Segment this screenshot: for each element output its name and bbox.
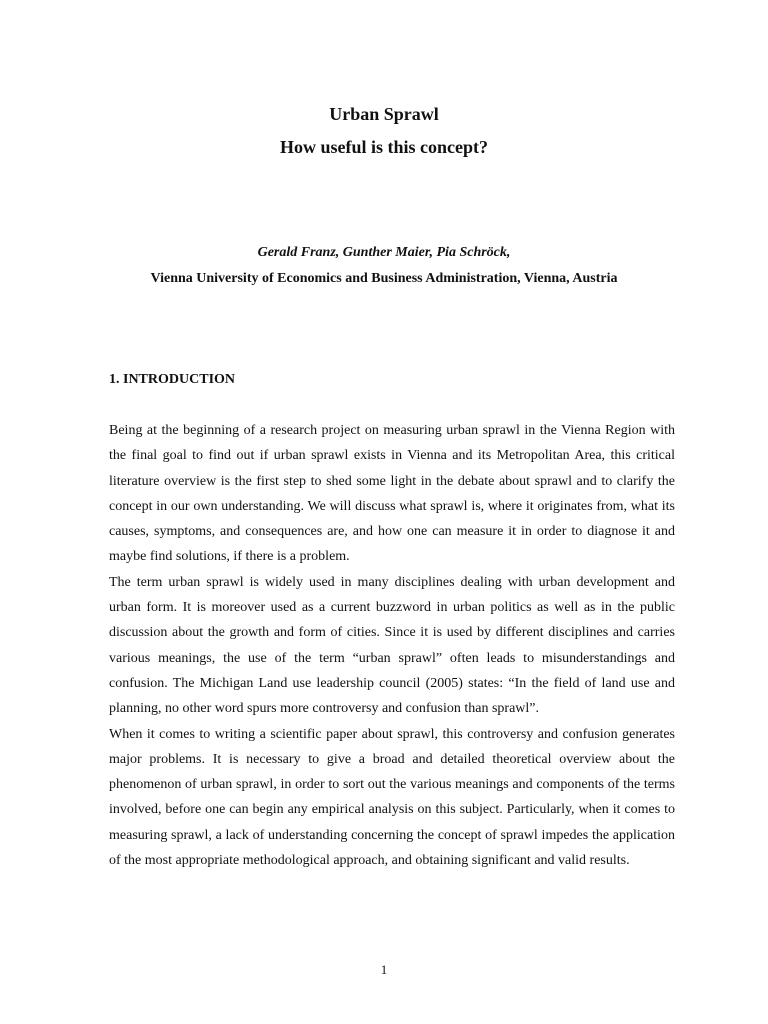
- page-number: 1: [380, 962, 388, 977]
- author-affiliation: Vienna University of Economics and Business Administration, Vienna, Austria: [150, 271, 618, 286]
- paper-subtitle: How useful is this concept?: [279, 137, 488, 157]
- paragraph: The term urban sprawl is widely used in many disciplines dealing with urban development and urban form. It is moreover used as a current buzzword in urban politics as well as in the public discussion about the growth and form of cities. Since it is used by different disciplines and carries various meanings, the use of the term “urban sprawl” often leads to misunderstandings and confusion. The Michigan Land use leadership council (2005) states: “In the field of land use and planning, no other word spurs more controversy and confusion than sprawl”.: [109, 574, 675, 717]
- paragraph: Being at the beginning of a research project on measuring urban sprawl in the Vienna Region with the final goal to find out if urban sprawl exists in Vienna and its Metropolitan Area, this critical literature overview is the first step to shed some light in the debate about sprawl and to clarify the concept in our own understanding. We will discuss what sprawl is, where it originates from, what its causes, symptoms, and consequences are, and how one can measure it in order to diagnose it and maybe find solutions, if there is a problem.: [109, 423, 675, 565]
- introduction-body: [109, 418, 675, 873]
- paper-title: Urban Sprawl: [329, 104, 439, 124]
- author-list: Gerald Franz, Gunther Maier, Pia Schröck,: [257, 245, 511, 260]
- paragraph: When it comes to writing a scientific paper about sprawl, this controversy and confusion generates major problems. It is necessary to give a broad and detailed theoretical overview about the phenomenon of urban sprawl, in order to sort out the various meanings and components of the terms involved, before one can begin any empirical analysis on this subject. Particularly, when it comes to measuring sprawl, a lack of understanding concerning the concept of sprawl impedes the application of the most appropriate methodological approach, and obtaining significant and valid results.: [109, 726, 675, 869]
- section-heading-introduction: 1. INTRODUCTION: [109, 372, 236, 387]
